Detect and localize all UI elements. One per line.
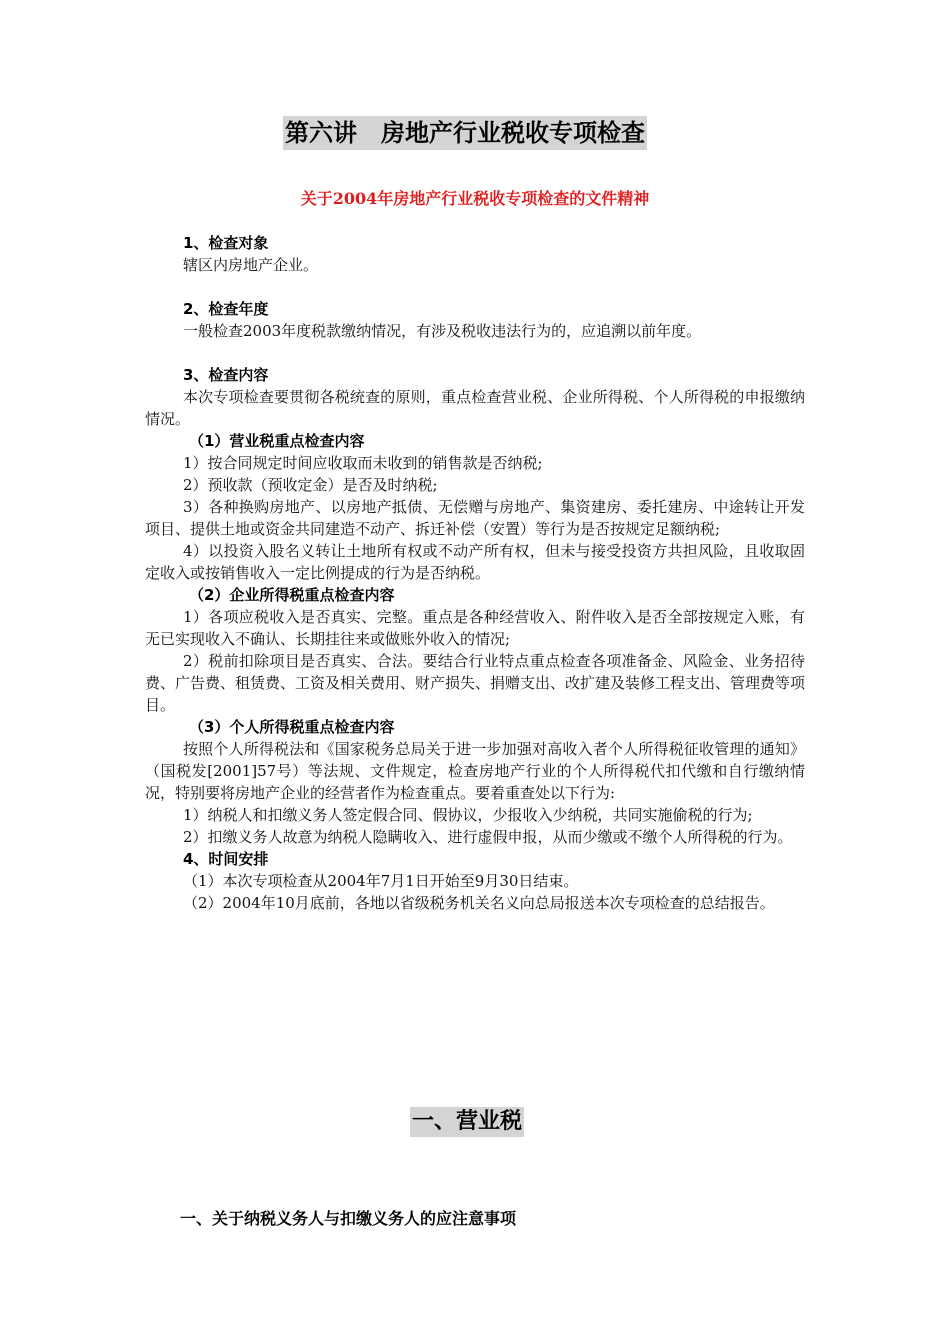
list-item: 1）按合同规定时间应收取而未收到的销售款是否纳税;	[183, 454, 543, 472]
paragraph: 按照个人所得税法和《国家税务总局关于进一步加强对高收入者个人所得税征收管理的通知》（国税发[2001]57号）等法规、文件规定，检查房地产行业的个人所得税代扣代缴和自行缴纳情况，特别要将房地产企业的经营者作为检查重点。要着重查处以下行为:	[145, 740, 805, 802]
list-item: 1）各项应税收入是否真实、完整。重点是各种经营收入、附件收入是否全部按规定入账，有无已实现收入不确认、长期挂往来或做账外收入的情况;	[145, 608, 805, 648]
part-title: 一、营业税	[410, 1107, 524, 1137]
list-item: 1）纳税人和扣缴义务人签定假合同、假协议，少报收入少纳税，共同实施偷税的行为;	[183, 806, 753, 824]
document-subtitle: 关于2004年房地产行业税收专项检查的文件精神	[300, 189, 650, 208]
subsection-heading: （2）企业所得税重点检查内容	[189, 586, 395, 604]
list-item: 2）扣缴义务人故意为纳税人隐瞒收入、进行虚假申报，从而少缴或不缴个人所得税的行为。	[183, 828, 793, 846]
list-item: 4）以投资入股名义转让土地所有权或不动产所有权，但未与接受投资方共担风险，且收取固定收入或按销售收入一定比例提成的行为是否纳税。	[145, 542, 805, 582]
section-heading: 3、检查内容	[183, 366, 269, 384]
section-heading: 1、检查对象	[183, 234, 269, 252]
list-item: （1）本次专项检查从2004年7月1日开始至9月30日结束。	[183, 872, 579, 890]
list-item: 2）预收款（预收定金）是否及时纳税;	[183, 476, 438, 494]
paragraph: 本次专项检查要贯彻各税统查的原则，重点检查营业税、企业所得税、个人所得税的申报缴纳情况。	[145, 388, 805, 428]
document-body	[145, 232, 805, 914]
list-item: 3）各种换购房地产、以房地产抵债、无偿赠与房地产、集资建房、委托建房、中途转让开发项目、提供土地或资金共同建造不动产、拆迁补偿（安置）等行为是否按规定足额纳税;	[145, 498, 805, 538]
paragraph: 一般检查2003年度税款缴纳情况，有涉及税收违法行为的，应追溯以前年度。	[183, 322, 702, 340]
document-title: 第六讲 房地产行业税收专项检查	[283, 116, 647, 150]
subsection-heading: （1）营业税重点检查内容	[189, 432, 365, 450]
paragraph: 辖区内房地产企业。	[183, 256, 319, 274]
list-item: （2）2004年10月底前，各地以省级税务机关名义向总局报送本次专项检查的总结报告。	[183, 894, 775, 912]
section-heading: 4、时间安排	[183, 850, 269, 868]
list-item: 2）税前扣除项目是否真实、合法。要结合行业特点重点检查各项准备金、风险金、业务招待费、广告费、租赁费、工资及相关费用、财产损失、捐赠支出、改扩建及装修工程支出、管理费等项目。	[145, 652, 806, 714]
subsection-heading: （3）个人所得税重点检查内容	[189, 718, 395, 736]
section-heading: 2、检查年度	[183, 300, 269, 318]
part-subtitle: 一、关于纳税义务人与扣缴义务人的应注意事项	[180, 1209, 517, 1228]
